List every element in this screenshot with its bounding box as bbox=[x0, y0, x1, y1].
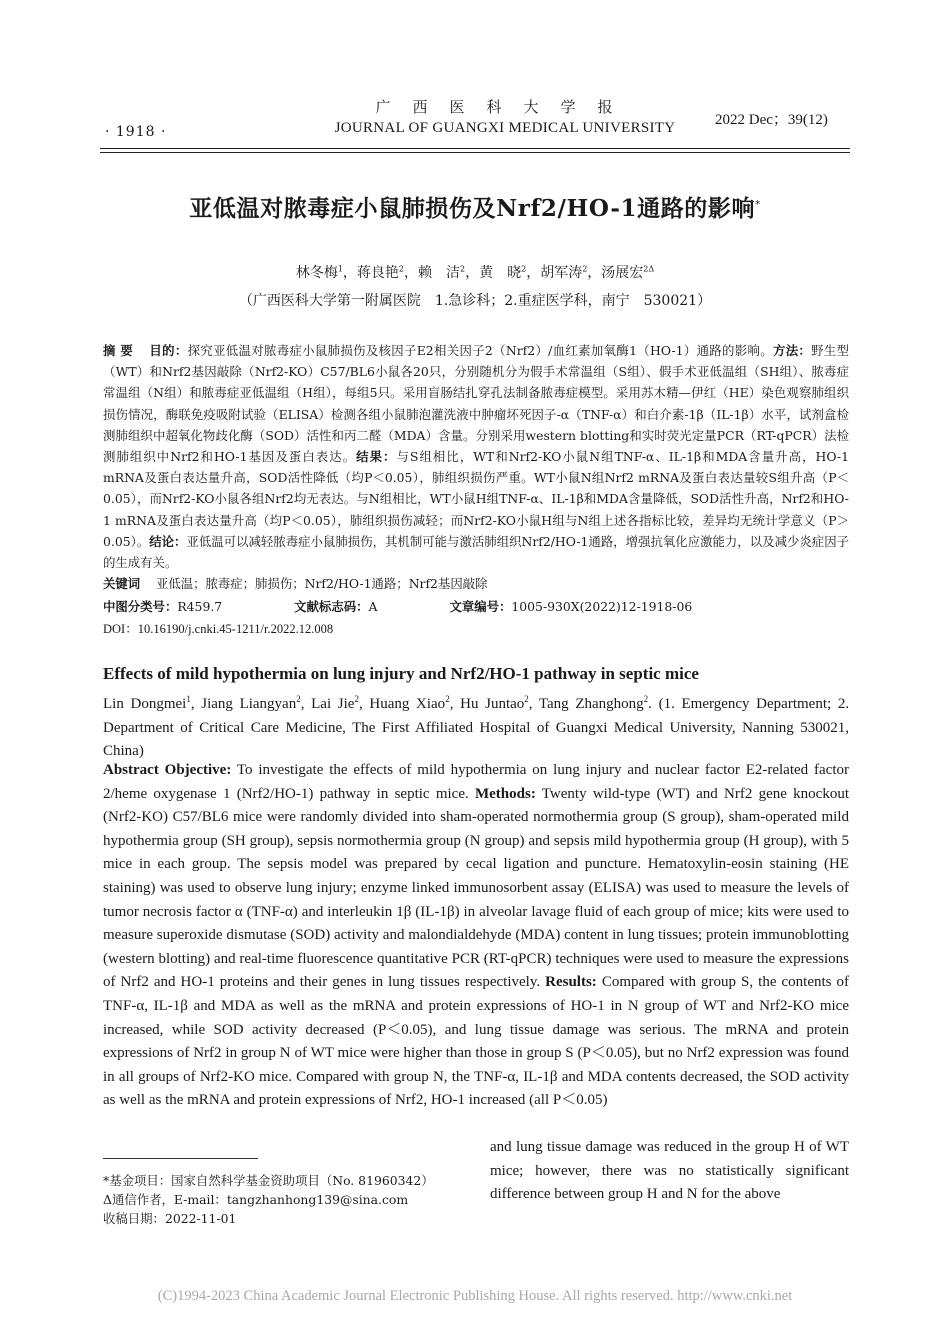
classification-line bbox=[103, 597, 764, 615]
objective-text: 探究亚低温对脓毒症小鼠肺损伤及核因子E2相关因子2（Nrf2）/血红素加氧酶1（HO-1）通路的影响。 bbox=[187, 343, 773, 358]
methods-label-en: Methods: bbox=[474, 785, 536, 802]
article-title-en: Effects of mild hypothermia on lung injury and Nrf2/HO-1 pathway in septic mice bbox=[103, 664, 699, 683]
doc-code: 文献标志码：A bbox=[294, 599, 378, 614]
issue-info: 2022 Dec；39(12) bbox=[715, 112, 828, 128]
author-list-en: Lin Dongmei$^1$, Jiang Liangyan$^2$, Lai Jie$^2$, Huang Xiao$^2$, Hu Juntao$^2$, Tang Zhanghong$^2$. (1. Emergency Department; 2. Department of Critical Care Medicine, The First Affiliated Hospital of Guangxi Medical University, Nanning 530021, China) bbox=[103, 694, 850, 760]
methods-text: 野生型（WT）和Nrf2基因敲除（Nrf2-KO）C57/BL6小鼠各20只，分别随机分为假手术常温组（S组）、假手术亚低温组（SH组）、脓毒症常温组（N组）和脓毒症亚低温组（H组），每组5只。采用盲肠结扎穿孔法制备脓毒症模型。采用苏木精—伊红（HE）染色观察肺组织损伤情况，酶联免疫吸附试验（ELISA）检测各组小鼠肺泡灌洗液中肿瘤坏死因子-α（TNF-α）和白介素-1β（IL-1β）水平，试剂盒检测肺组织中超氧化物歧化酶（SOD）活性和丙二醛（MDA）含量。分别采用western blotting和实时荧光定量PCR（RT-qPCR）法检测肺组织中Nrf2和HO-1基因及蛋白表达。 bbox=[103, 343, 850, 465]
methods-label: 方法： bbox=[772, 343, 812, 358]
footnote-fund: *基金项目：国家自然科学基金资助项目（No. 81960342） bbox=[103, 1173, 434, 1188]
author: 林冬梅$^1$， bbox=[295, 264, 357, 281]
keywords-value: 亚低温；脓毒症；肺损伤；Nrf2/HO-1通路；Nrf2基因敲除 bbox=[155, 576, 488, 591]
header-rule-thin bbox=[100, 152, 850, 153]
conclusion-text: 亚低温可以减轻脓毒症小鼠肺损伤，其机制可能与激活肺组织Nrf2/HO-1通路，增强抗氧化应激能力，以及减少炎症因子的生成有关。 bbox=[103, 533, 850, 571]
title-text: 亚低温对脓毒症小鼠肺损伤及Nrf2/HO-1通路的影响 bbox=[189, 195, 756, 222]
abstract-label: 摘 要 bbox=[103, 343, 134, 358]
page-number: · 1918 · bbox=[105, 124, 167, 140]
keywords bbox=[103, 574, 488, 592]
article-number: 文章编号：1005-930X(2022)12-1918-06 bbox=[449, 599, 693, 614]
journal-name-en: JOURNAL OF GUANGXI MEDICAL UNIVERSITY bbox=[334, 120, 676, 136]
footnote-corresponding: Δ通信作者，E-mail：tangzhanhong139@sina.com bbox=[103, 1192, 409, 1207]
abstract-en: Abstract Objective: To investigate the effects of mild hypothermia on lung injury and nuclear factor E2-related factor 2/heme oxygenase 1 (Nrf2/HO-1) pathway in septic mice. Methods: Twenty wild-type (WT) and Nrf2 gene knockout (Nrf2-KO) C57/BL6 mice were randomly divided into sham-operated normothermia group (S group), sham-operated mild hypothermia group (SH group), sepsis normothermia group (N group) and sepsis mild hypothermia group (H group), with 5 mice in each group. The sepsis model was prepared by cecal ligation and puncture. Hematoxylin-eosin staining (HE staining) was used to observe lung injury; enzyme linked immunosorbent assay (ELISA) was used to measure the levels of tumor necrosis factor α (TNF-α) and interleukin 1β (IL-1β) in alveolar lavage fluid of each group of mice; kits were used to measure superoxide dismutase (SOD) activity and malondialdehyde (MDA) content in lung tissues; protein immunoblotting (western blotting) and real-time fluorescence quantitative PCR (RT-qPCR) techniques were used to measure the expressions of Nrf2 and HO-1 proteins and their genes in lung tissues respectively. Results: Compared with group S, the contents of TNF-α, IL-1β and MDA as well as the mRNA and protein expressions of HO-1 in N group of WT and Nrf2-KO mice increased, while SOD activity decreased (P＜0.05), and lung tissue damage was serious. The mRNA and protein expressions of Nrf2 in group N of WT mice were higher than those in group S (P＜0.05), but no Nrf2 expression was found in all groups of Nrf2-KO mice. Compared with group N, the TNF-α, IL-1β and MDA contents decreased, the SOD activity as well as the mRNA and protein expressions of Nrf2, HO-1 increased (all P＜0.05) bbox=[103, 762, 850, 1109]
title-footnote-mark: * bbox=[755, 199, 761, 211]
author: 汤展宏$^{2\Delta}$ bbox=[601, 264, 655, 281]
affiliation-cn: （广西医科大学第一附属医院 1.急诊科；2.重症医学科，南宁 530021） bbox=[238, 293, 712, 309]
footnote-received: 收稿日期：2022-11-01 bbox=[103, 1211, 237, 1226]
objective-label: 目的： bbox=[149, 343, 188, 358]
footnote-rule bbox=[103, 1158, 258, 1159]
header-rule bbox=[100, 148, 850, 149]
author: 赖 洁$^2$， bbox=[418, 264, 480, 281]
results-text: 与S组相比，WT和Nrf2-KO小鼠N组TNF-α、IL-1β和MDA含量升高，HO-1 mRNA及蛋白表达量升高，SOD活性降低（均P＜0.05），肺组织损伤严重。WT小鼠N组Nrf2 mRNA及蛋白表达量较S组升高（P＜0.05），而Nrf2-KO小鼠各组Nrf2均无表达。与N组相比，WT小鼠H组TNF-α、IL-1β和MDA含量降低，SOD活性升高，Nrf2和HO-1 mRNA及蛋白表达量升高（均P＜0.05），肺组织损伤减轻；而Nrf2-KO小鼠H组与N组上述各指标比较，差异均无统计学意义（P＞0.05）。 bbox=[103, 449, 850, 549]
keywords-label: 关键词 bbox=[103, 576, 141, 591]
abstract-cn bbox=[103, 340, 849, 573]
doi: DOI：10.16190/j.cnki.45-1211/r.2022.12.008 bbox=[103, 622, 334, 636]
author-list-cn bbox=[100, 262, 850, 282]
conclusion-label: 结论： bbox=[149, 533, 187, 549]
clc: 中图分类号：R459.7 bbox=[103, 599, 223, 614]
author: 黄 晓$^2$， bbox=[479, 264, 541, 281]
results-label-en: Results: bbox=[545, 974, 597, 991]
journal-name-cn: 广西医科大学报 bbox=[375, 98, 635, 116]
author: 蒋良艳$^2$， bbox=[356, 264, 419, 281]
article-title-cn bbox=[100, 190, 850, 223]
affiliation-en: (1. Emergency Department; 2. Department of Critical Care Medicine, The First Affiliated Hospital of Guangxi Medical University, Nanning 530021, China) bbox=[103, 696, 850, 760]
results-label: 结果： bbox=[356, 449, 397, 465]
author: 胡军涛$^2$， bbox=[540, 264, 602, 281]
copyright-watermark: (C)1994-2023 China Academic Journal Electronic Publishing House. All rights reserved. http://www.cnki.net bbox=[157, 1288, 793, 1304]
abstract-objective-label: Abstract Objective: bbox=[103, 762, 232, 778]
abstract-en-continued: and lung tissue damage was reduced in the group H of WT mice; however, there was no statistically significant difference between group H and N for the above bbox=[490, 1139, 849, 1203]
